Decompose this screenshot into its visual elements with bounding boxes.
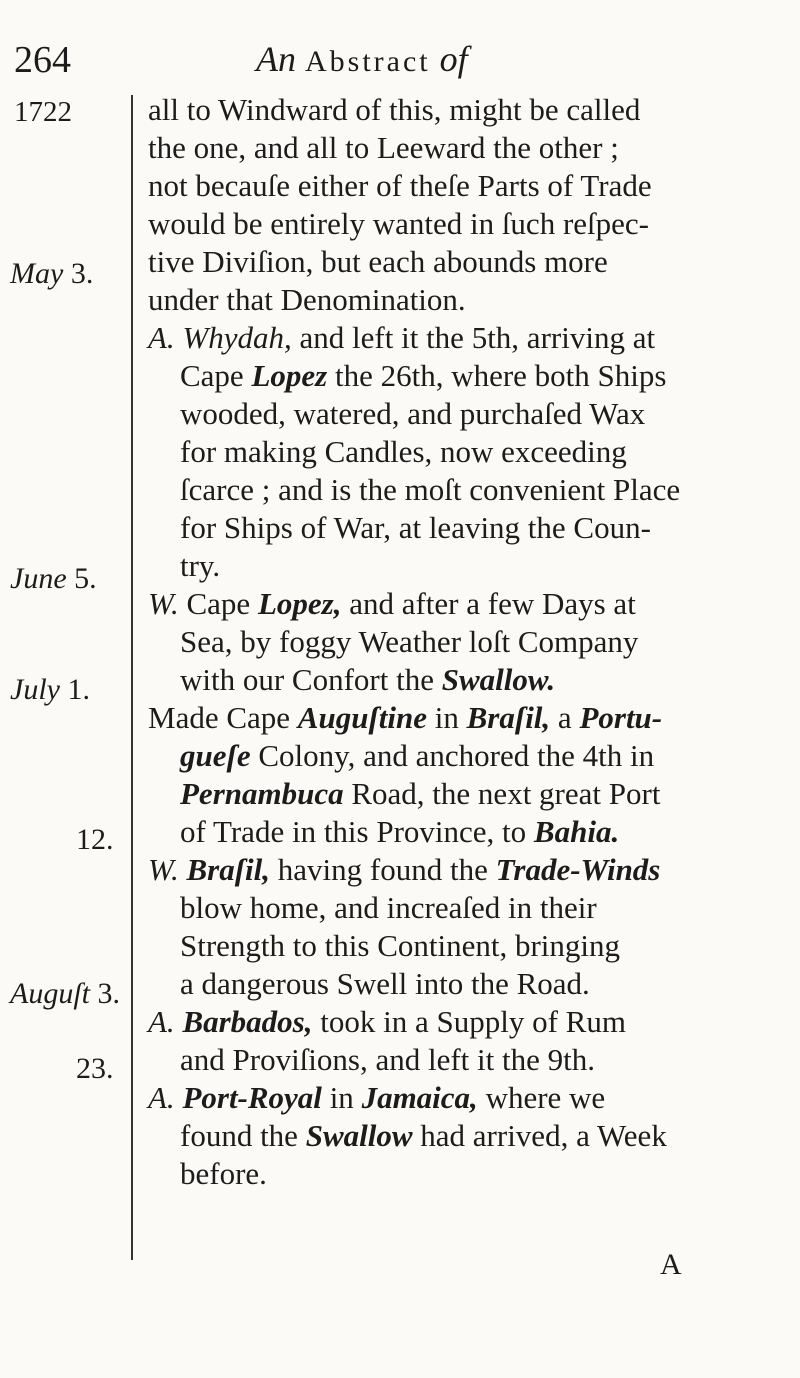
text-line: Sea, by foggy Weather loſt Company — [180, 624, 639, 659]
margin-date-may — [10, 257, 93, 291]
text-line — [180, 357, 666, 395]
text-line: would be entirely wanted in ſuch reſpec- — [148, 206, 649, 241]
margin-date-12: 12. — [76, 823, 114, 856]
place-name: gueſe — [180, 738, 251, 773]
entry-marker: A. — [148, 320, 175, 355]
text-span: and left it the 5th, arriving at — [291, 320, 656, 355]
place-name: Auguſtine — [297, 700, 427, 735]
text-span: took in a Supply of Rum — [312, 1004, 626, 1039]
running-head-abstract: Abstract — [305, 45, 431, 78]
text-span: Colony, and anchored the 4th in — [250, 738, 655, 773]
text-span: Road, the next great Port — [343, 776, 661, 811]
text-span: of Trade in this Province, to — [180, 814, 534, 849]
running-head-of: of — [439, 39, 468, 79]
running-head-an: An — [256, 39, 296, 79]
text-line: for Ships of War, at leaving the Coun- — [180, 510, 651, 545]
text-line — [180, 1117, 667, 1155]
text-line — [180, 661, 555, 699]
text-line: for making Candles, now exceeding — [180, 434, 627, 469]
place-name: Trade-Winds — [495, 852, 661, 887]
text-line: wooded, watered, and purchaſed Wax — [180, 396, 646, 431]
place-name: Lopez — [251, 358, 328, 393]
margin-year: 1722 — [14, 96, 72, 128]
text-span: a — [550, 700, 580, 735]
text-span: in — [427, 700, 467, 735]
text-line: try. — [180, 548, 221, 583]
place-name: Whydah, — [182, 320, 292, 355]
text-line: under that Denomination. — [148, 282, 466, 317]
month-june: June — [10, 562, 67, 595]
text-line — [148, 851, 660, 889]
catchword: A — [660, 1248, 682, 1281]
text-line: tive Diviſion, but each abounds more — [148, 244, 608, 279]
margin-date-july — [10, 673, 90, 707]
text-line — [148, 585, 636, 623]
entry-marker: A. — [148, 1004, 175, 1039]
month-august: Auguſt — [10, 977, 90, 1010]
text-line: Strength to this Continent, bringing — [180, 928, 621, 963]
day-july: 1. — [67, 673, 90, 706]
text-span: Cape — [178, 586, 258, 621]
day-june: 5. — [74, 562, 97, 595]
entry-marker: W. — [148, 852, 179, 887]
text-line — [148, 1003, 626, 1041]
text-line: the one, and all to Leeward the other ; — [148, 130, 619, 165]
entry-marker: A. — [148, 1080, 175, 1115]
text-line: blow home, and increaſed in their — [180, 890, 597, 925]
text-span: Made Cape — [148, 700, 298, 735]
text-line — [180, 775, 660, 813]
ship-name: Swallow — [305, 1118, 413, 1153]
margin-date-august — [10, 977, 120, 1011]
text-span: the 26th, where both Ships — [327, 358, 667, 393]
text-line — [180, 813, 619, 851]
text-span: with our Confort the — [180, 662, 442, 697]
text-line: and Proviſions, and left it the 9th. — [180, 1042, 596, 1077]
place-name: Bahia. — [533, 814, 620, 849]
text-span: and after a few Days at — [341, 586, 636, 621]
month-july: July — [10, 673, 60, 706]
place-name: Port-Royal — [182, 1080, 322, 1115]
text-line: ſcarce ; and is the moſt convenient Place — [180, 472, 681, 507]
text-line — [148, 319, 655, 357]
place-name: Braſil, — [466, 700, 551, 735]
place-name: Portu- — [579, 700, 663, 735]
text-span: in — [321, 1080, 362, 1115]
ship-name: Swallow. — [441, 662, 556, 697]
text-span: having found the — [270, 852, 496, 887]
place-name: Lopez, — [257, 586, 342, 621]
place-name: Pernambuca — [180, 776, 344, 811]
running-head — [256, 38, 468, 80]
place-name: Barbados, — [182, 1004, 313, 1039]
text-span: had arrived, a Week — [412, 1118, 667, 1153]
text-line: not becauſe either of theſe Parts of Trade — [148, 168, 652, 203]
text-line: before. — [180, 1156, 267, 1191]
month-may: May — [10, 257, 64, 290]
margin-date-23: 23. — [76, 1052, 114, 1085]
entry-marker: W. — [148, 586, 179, 621]
text-line: a dangerous Swell into the Road. — [180, 966, 590, 1001]
margin-date-june — [10, 562, 97, 596]
place-name: Braſil, — [178, 852, 271, 887]
text-span: Cape — [180, 358, 252, 393]
text-span: where we — [477, 1080, 606, 1115]
margin-rule — [131, 95, 133, 1260]
text-span: found the — [180, 1118, 306, 1153]
place-name: Jamaica, — [361, 1080, 478, 1115]
day-august: 3. — [97, 977, 120, 1010]
text-line — [180, 737, 654, 775]
page-number: 264 — [14, 39, 71, 81]
text-line — [148, 1079, 605, 1117]
day-may: 3. — [70, 257, 94, 290]
text-line: all to Windward of this, might be called — [148, 92, 641, 127]
text-line — [148, 699, 662, 737]
